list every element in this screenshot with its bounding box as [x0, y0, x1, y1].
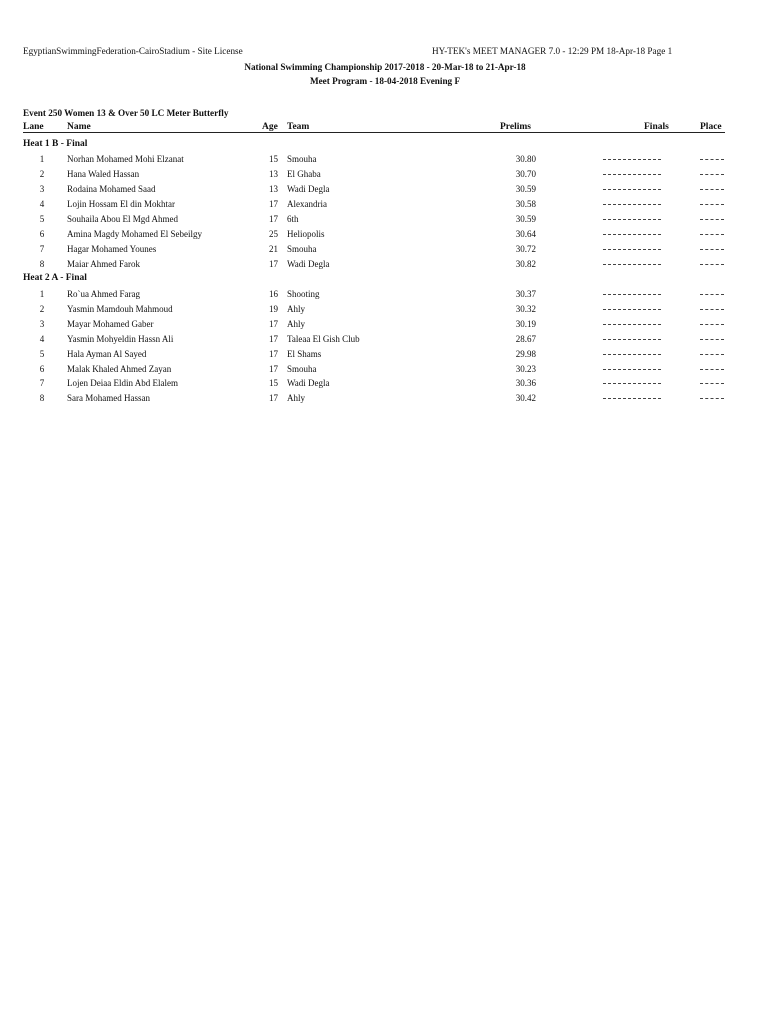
lane-number: 4 — [39, 334, 45, 344]
prelims-time: 29.98 — [515, 349, 536, 359]
swimmer-name: Norhan Mohamed Mohi Elzanat — [67, 154, 184, 164]
place-blank-line — [700, 159, 724, 160]
place-blank-line — [700, 174, 724, 175]
team-name: Wadi Degla — [287, 378, 330, 388]
prelims-time: 30.32 — [515, 304, 536, 314]
place-blank-line — [700, 309, 724, 310]
finals-blank-line — [603, 174, 661, 175]
prelims-time: 30.58 — [515, 199, 536, 209]
lane-number: 5 — [39, 214, 45, 224]
team-name: Ahly — [287, 304, 305, 314]
lane-number: 6 — [39, 229, 45, 239]
finals-blank-line — [603, 264, 661, 265]
swimmer-name: Yasmin Mamdouh Mahmoud — [67, 304, 173, 314]
col-header-team: Team — [287, 122, 310, 132]
lane-number: 2 — [39, 169, 45, 179]
swimmer-age: 15 — [269, 378, 278, 388]
swimmer-name: Hagar Mohamed Younes — [67, 244, 157, 254]
finals-blank-line — [603, 354, 661, 355]
swimmer-name: Souhaila Abou El Mgd Ahmed — [67, 214, 178, 224]
prelims-time: 30.59 — [515, 214, 536, 224]
place-blank-line — [700, 204, 724, 205]
swimmer-name: Ro`ua Ahmed Farag — [67, 289, 140, 299]
swimmer-age: 25 — [269, 229, 278, 239]
swimmer-name: Amina Magdy Mohamed El Sebeilgy — [67, 229, 202, 239]
place-blank-line — [700, 324, 724, 325]
place-blank-line — [700, 398, 724, 399]
entry-row — [0, 289, 770, 303]
lane-number: 8 — [39, 393, 45, 403]
entry-row — [0, 259, 770, 273]
lane-number: 3 — [39, 184, 45, 194]
swimmer-age: 17 — [269, 214, 278, 224]
place-blank-line — [700, 219, 724, 220]
team-name: Smouha — [287, 154, 317, 164]
prelims-time: 28.67 — [515, 334, 536, 344]
lane-number: 2 — [39, 304, 45, 314]
entry-row — [0, 349, 770, 363]
team-name: Alexandria — [287, 199, 327, 209]
lane-number: 7 — [39, 244, 45, 254]
swimmer-age: 17 — [269, 349, 278, 359]
swimmer-name: Hana Waled Hassan — [67, 169, 140, 179]
swimmer-age: 17 — [269, 199, 278, 209]
swimmer-age: 17 — [269, 364, 278, 374]
lane-number: 7 — [39, 378, 45, 388]
lane-number: 1 — [39, 154, 45, 164]
event-title: Event 250 Women 13 & Over 50 LC Meter Butterfly — [23, 108, 229, 118]
finals-blank-line — [603, 234, 661, 235]
entry-row — [0, 169, 770, 183]
swimmer-name: Yasmin Mohyeldin Hassn Ali — [67, 334, 174, 344]
finals-blank-line — [603, 219, 661, 220]
team-name: Heliopolis — [287, 229, 325, 239]
swimmer-name: Lojen Deiaa Eldin Abd Elalem — [67, 378, 178, 388]
meet-manager-header: HY-TEK's MEET MANAGER 7.0 - 12:29 PM 18-Apr-18 Page 1 — [432, 46, 673, 56]
prelims-time: 30.23 — [515, 364, 536, 374]
entry-row — [0, 378, 770, 392]
prelims-time: 30.72 — [515, 244, 536, 254]
place-blank-line — [700, 189, 724, 190]
swimmer-name: Malak Khaled Ahmed Zayan — [67, 364, 172, 374]
team-name: El Shams — [287, 349, 322, 359]
entry-row — [0, 244, 770, 258]
swimmer-name: Lojin Hossam El din Mokhtar — [67, 199, 175, 209]
team-name: Taleaa El Gish Club — [287, 334, 360, 344]
entry-row — [0, 214, 770, 228]
finals-blank-line — [603, 339, 661, 340]
team-name: Smouha — [287, 244, 317, 254]
finals-blank-line — [603, 369, 661, 370]
prelims-time: 30.37 — [515, 289, 536, 299]
team-name: Ahly — [287, 319, 305, 329]
heat-1-label: Heat 1 B - Final — [23, 139, 88, 149]
prelims-time: 30.36 — [515, 378, 536, 388]
swimmer-name: Rodaina Mohamed Saad — [67, 184, 156, 194]
finals-blank-line — [603, 159, 661, 160]
place-blank-line — [700, 294, 724, 295]
entry-row — [0, 304, 770, 318]
swimmer-age: 17 — [269, 393, 278, 403]
place-blank-line — [700, 249, 724, 250]
col-header-place: Place — [700, 122, 722, 132]
entry-row — [0, 393, 770, 407]
finals-blank-line — [603, 324, 661, 325]
team-name: Shooting — [287, 289, 320, 299]
entry-row — [0, 334, 770, 348]
swimmer-name: Sara Mohamed Hassan — [67, 393, 150, 403]
swimmer-age: 17 — [269, 319, 278, 329]
header-divider — [23, 132, 725, 133]
team-name: 6th — [287, 214, 299, 224]
finals-blank-line — [603, 204, 661, 205]
team-name: El Ghaba — [287, 169, 321, 179]
finals-blank-line — [603, 309, 661, 310]
finals-blank-line — [603, 249, 661, 250]
entry-row — [0, 229, 770, 243]
team-name: Ahly — [287, 393, 305, 403]
entry-row — [0, 364, 770, 378]
entry-row — [0, 319, 770, 333]
meet-title: National Swimming Championship 2017-2018 - 20-Mar-18 to 21-Apr-18 — [244, 62, 526, 72]
col-header-lane: Lane — [23, 122, 44, 132]
site-license-header: EgyptianSwimmingFederation-CairoStadium - Site License — [23, 46, 243, 56]
place-blank-line — [700, 383, 724, 384]
swimmer-name: Hala Ayman Al Sayed — [67, 349, 147, 359]
entry-row — [0, 184, 770, 198]
prelims-time: 30.42 — [515, 393, 536, 403]
heat-2-label: Heat 2 A - Final — [23, 273, 87, 283]
finals-blank-line — [603, 398, 661, 399]
prelims-time: 30.59 — [515, 184, 536, 194]
place-blank-line — [700, 354, 724, 355]
swimmer-age: 17 — [269, 259, 278, 269]
swimmer-age: 16 — [269, 289, 278, 299]
swimmer-age: 13 — [269, 184, 278, 194]
swimmer-age: 17 — [269, 334, 278, 344]
entry-row — [0, 154, 770, 168]
col-header-name: Name — [67, 122, 91, 132]
place-blank-line — [700, 264, 724, 265]
prelims-time: 30.80 — [515, 154, 536, 164]
swimmer-age: 19 — [269, 304, 278, 314]
swimmer-name: Mayar Mohamed Gaber — [67, 319, 154, 329]
lane-number: 3 — [39, 319, 45, 329]
finals-blank-line — [603, 189, 661, 190]
team-name: Wadi Degla — [287, 184, 330, 194]
team-name: Wadi Degla — [287, 259, 330, 269]
col-header-age: Age — [262, 122, 278, 132]
meet-program-subtitle: Meet Program - 18-04-2018 Evening F — [309, 76, 461, 86]
swimmer-age: 21 — [269, 244, 278, 254]
place-blank-line — [700, 234, 724, 235]
place-blank-line — [700, 369, 724, 370]
swimmer-age: 13 — [269, 169, 278, 179]
prelims-time: 30.64 — [515, 229, 536, 239]
team-name: Smouha — [287, 364, 317, 374]
col-header-finals: Finals — [644, 122, 669, 132]
entry-row — [0, 199, 770, 213]
prelims-time: 30.82 — [515, 259, 536, 269]
lane-number: 4 — [39, 199, 45, 209]
finals-blank-line — [603, 294, 661, 295]
swimmer-name: Maiar Ahmed Farok — [67, 259, 140, 269]
prelims-time: 30.19 — [515, 319, 536, 329]
lane-number: 5 — [39, 349, 45, 359]
place-blank-line — [700, 339, 724, 340]
swimmer-age: 15 — [269, 154, 278, 164]
col-header-prelims: Prelims — [500, 122, 531, 132]
lane-number: 1 — [39, 289, 45, 299]
prelims-time: 30.70 — [515, 169, 536, 179]
lane-number: 8 — [39, 259, 45, 269]
finals-blank-line — [603, 383, 661, 384]
lane-number: 6 — [39, 364, 45, 374]
